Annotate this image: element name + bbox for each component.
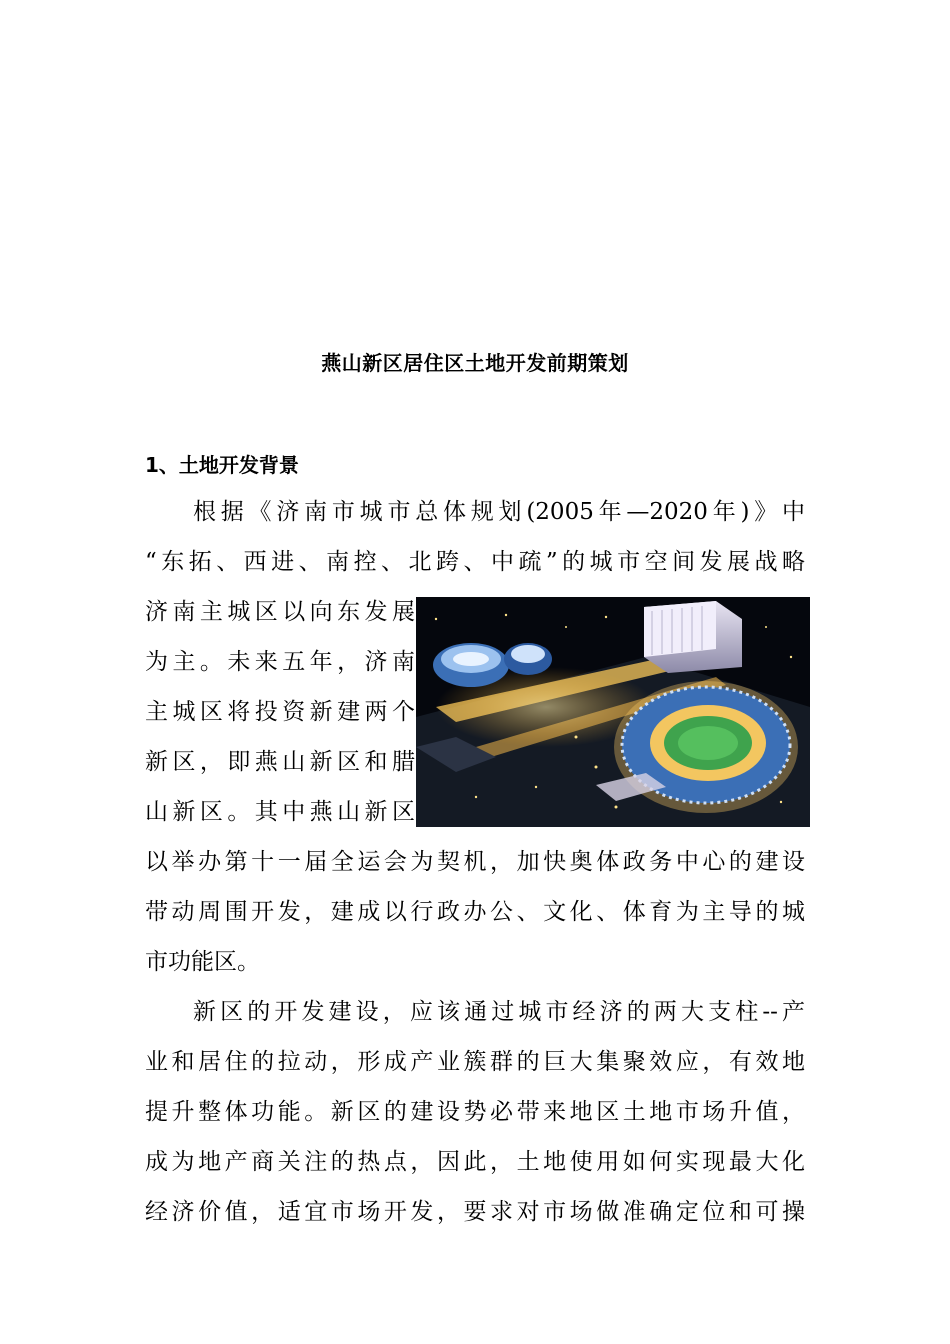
- paragraph-1-wrapped-line: 为主。未来五年，济南: [145, 649, 415, 675]
- paragraph-1-wrapped-line: 主城区将投资新建两个: [145, 699, 415, 725]
- paragraph-1-line-8: 以举办第十一届全运会为契机，加快奥体政务中心的建设: [145, 849, 805, 875]
- paragraph-2-line: 业和居住的拉动，形成产业簇群的巨大集聚效应，有效地: [145, 1049, 805, 1075]
- stadium-photo: [416, 597, 810, 827]
- paragraph-1-wrapped-line: 新区，即燕山新区和腊: [145, 749, 415, 775]
- paragraph-2-line: 成为地产商关注的热点，因此，土地使用如何实现最大化: [145, 1149, 805, 1175]
- paragraph-2-line: 新区的开发建设，应该通过城市经济的两大支柱--产: [193, 999, 805, 1025]
- section-heading: 1、土地开发背景: [145, 453, 299, 477]
- paragraph-2-line: 提升整体功能。新区的建设势必带来地区土地市场升值，: [145, 1099, 805, 1125]
- paragraph-1-wrapped-line: 山新区。其中燕山新区: [145, 799, 415, 825]
- paragraph-1-line-10: 市功能区。: [145, 949, 260, 975]
- paragraph-1-wrapped-line: 济南主城区以向东发展: [145, 599, 415, 625]
- paragraph-1-line-1: 根据《济南市城市总体规划(2005年—2020年)》中: [193, 499, 805, 525]
- paragraph-1-line-2: “东拓、西进、南控、北跨、中疏”的城市空间发展战略: [145, 549, 805, 575]
- paragraph-2-line: 经济价值，适宜市场开发，要求对市场做准确定位和可操: [145, 1199, 805, 1225]
- paragraph-1-line-9: 带动周围开发，建成以行政办公、文化、体育为主导的城: [145, 899, 805, 925]
- document-title: 燕山新区居住区土地开发前期策划: [321, 351, 629, 375]
